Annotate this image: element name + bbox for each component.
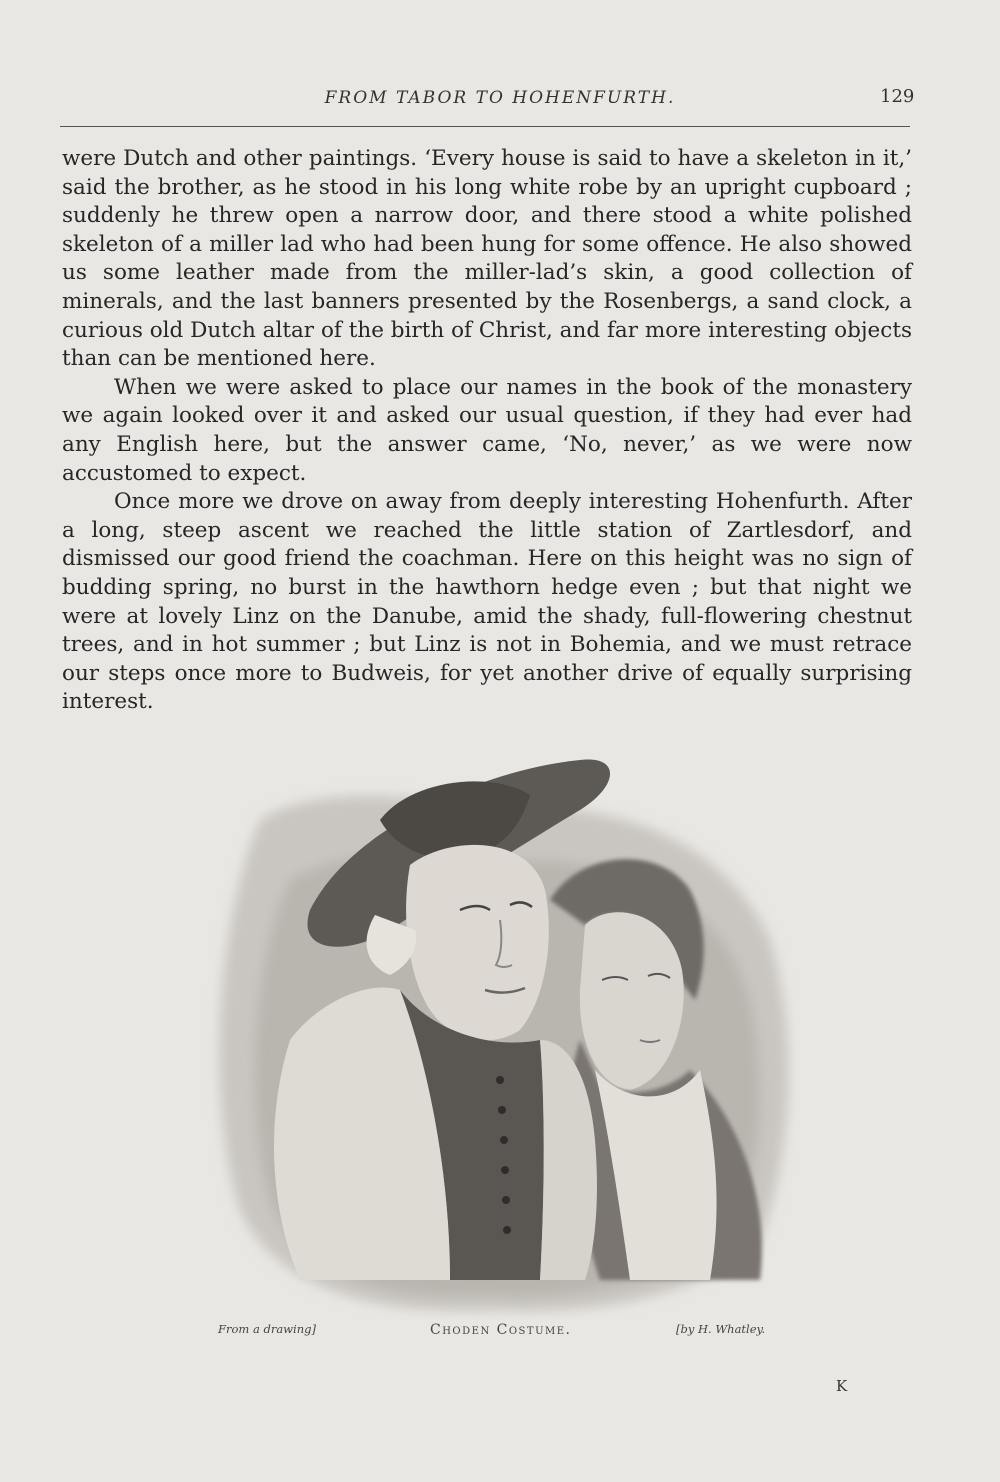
page-number: 129 [880, 86, 915, 107]
caption-artist: [by H. Whatley. [676, 1322, 766, 1336]
paragraph-1: were Dutch and other paintings. ‘Every house is said to have a skeleton in it,’ said the brother, as he stood in his long white robe by an upright cupboard ; suddenly he threw open a narrow door, and there stood a white polished skeleton of a miller lad who had been hung for some offence. He also showed us some leather made from the miller-lad’s skin, a good collection of minerals, and the last banners presented by the Rosenbergs, a sand clock, a curious old Dutch altar of the birth of Christ, and far more interesting objects than can be mentioned here. [62, 146, 912, 372]
running-title: FROM TABOR TO HOHENFURTH. [324, 88, 676, 108]
caption-title: Choden Costume. [430, 1322, 572, 1338]
body-text [62, 145, 912, 717]
signature-mark: K [836, 1377, 848, 1395]
paragraph-3: Once more we drove on away from deeply interesting Hohenfurth. After a long, steep ascent we reached the little station of Zartlesdorf, and dismissed our good friend the coachman. Here on this height was no sign of budding spring, no burst in the hawthorn hedge even ; but that night we were at lovely Linz on the Danube, amid the shady, full-flowering chestnut trees, and in hot summer ; but Linz is not in Bohemia, and we must retrace our steps once more to Budweis, for yet another drive of equally surprising interest. [62, 489, 912, 715]
caption-source: From a drawing] [218, 1322, 316, 1336]
header-rule [60, 126, 910, 127]
choden-costume-illustration [200, 740, 800, 1320]
paragraph-2: When we were asked to place our names in the book of the monastery we again looked over it and asked our usual question, if they had ever had any English here, but the answer came, ‘No, never,’ as we were now accustomed to expect. [62, 374, 912, 486]
